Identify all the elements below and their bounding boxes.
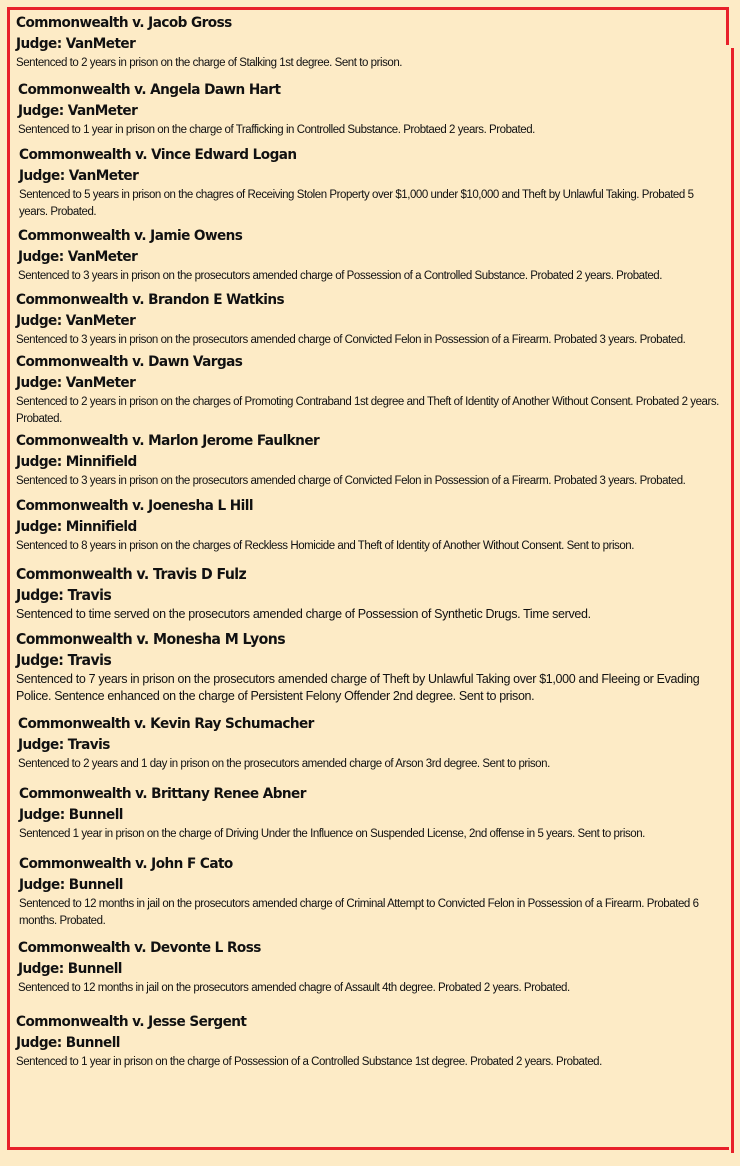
case-entry bbox=[18, 714, 722, 773]
case-sentence: Sentenced to 3 years in prison on the prosecutors amended charge of Convicted Felon in Possession of a Firearm. Probated 3 years. Probated. bbox=[16, 333, 686, 346]
case-title: Commonwealth v. Devonte L Ross bbox=[18, 940, 261, 956]
case-judge: Judge: Travis bbox=[16, 586, 112, 604]
case-title: Commonwealth v. Travis D Fulz bbox=[16, 565, 247, 583]
case-sentence: Sentenced to 3 years in prison on the prosecutors amended charge of Convicted Felon in Possession of a Firearm. Probated 3 years. Probated. bbox=[16, 475, 686, 487]
case-judge: Judge: Bunnell bbox=[19, 877, 123, 893]
case-entry bbox=[18, 938, 722, 997]
case-judge: Judge: VanMeter bbox=[19, 168, 139, 184]
case-entry bbox=[19, 854, 722, 929]
case-judge: Judge: Minnifield bbox=[16, 518, 137, 535]
case-title: Commonwealth v. Marlon Jerome Faulkner bbox=[16, 433, 320, 449]
case-entry bbox=[16, 290, 722, 349]
case-entry bbox=[16, 1012, 722, 1071]
case-sentence: Sentenced to 5 years in prison on the chagres of Receiving Stolen Property over $1,000 under $10,000 and Theft by Unlawful Taking. Probated 5 years. Probated. bbox=[19, 189, 694, 218]
case-sentence: Sentenced to 7 years in prison on the prosecutors amended charge of Theft by Unlawful Taking over $1,000 and Fleeing or Evading Police. Sentence enhanced on the charge of Persistent Felony Offender 2nd degree. Sent to prison. bbox=[16, 672, 700, 703]
border-frame-right bbox=[731, 48, 734, 1153]
case-list bbox=[16, 13, 722, 1070]
case-title: Commonwealth v. Jamie Owens bbox=[18, 228, 243, 244]
case-sentence: Sentenced to 2 years and 1 day in prison on the prosecutors amended charge of Arson 3rd degree. Sent to prison. bbox=[18, 758, 550, 770]
case-title: Commonwealth v. Brandon E Watkins bbox=[16, 291, 285, 308]
case-sentence: Sentenced to 12 months in jail on the prosecutors amended chagre of Assault 4th degree. Probated 2 years. Probated. bbox=[18, 982, 570, 994]
case-entry bbox=[18, 80, 722, 139]
case-judge: Judge: VanMeter bbox=[16, 375, 136, 391]
case-entry bbox=[16, 13, 722, 72]
case-entry bbox=[16, 352, 722, 427]
case-title: Commonwealth v. Jesse Sergent bbox=[16, 1013, 247, 1030]
case-entry bbox=[19, 784, 722, 843]
case-sentence: Sentenced to 2 years in prison on the charge of Stalking 1st degree. Sent to prison. bbox=[16, 57, 403, 69]
case-sentence: Sentenced to time served on the prosecutors amended charge of Possession of Synthetic Drugs. Time served. bbox=[16, 607, 591, 621]
case-entry bbox=[16, 629, 722, 705]
case-sentence: Sentenced to 1 year in prison on the charge of Trafficking in Controlled Substance. Probtaed 2 years. Probated. bbox=[18, 123, 535, 136]
case-title: Commonwealth v. Dawn Vargas bbox=[16, 354, 243, 370]
case-sentence: Sentenced to 1 year in prison on the charge of Possession of a Controlled Substance 1st degree. Probated 2 years. Probated. bbox=[16, 1055, 602, 1068]
case-entry bbox=[19, 145, 722, 220]
case-judge: Judge: Bunnell bbox=[16, 1034, 120, 1051]
case-judge: Judge: VanMeter bbox=[18, 102, 138, 119]
case-entry bbox=[16, 564, 722, 623]
case-title: Commonwealth v. John F Cato bbox=[19, 856, 233, 872]
case-sentence: Sentenced to 8 years in prison on the charges of Reckless Homicide and Theft of Identity of Another Without Consent. Sent to prison. bbox=[16, 539, 634, 552]
case-sentence: Sentenced 1 year in prison on the charge of Driving Under the Influence on Suspended License, 2nd offense in 5 years. Sent to prison. bbox=[19, 827, 645, 840]
case-title: Commonwealth v. Vince Edward Logan bbox=[19, 147, 297, 163]
case-entry bbox=[16, 431, 722, 490]
case-title: Commonwealth v. Angela Dawn Hart bbox=[18, 81, 281, 98]
case-judge: Judge: VanMeter bbox=[16, 312, 136, 329]
case-title: Commonwealth v. Jacob Gross bbox=[16, 15, 232, 31]
case-title: Commonwealth v. Brittany Renee Abner bbox=[19, 785, 306, 802]
case-entry bbox=[18, 226, 722, 285]
case-judge: Judge: VanMeter bbox=[16, 36, 136, 52]
case-sentence: Sentenced to 12 months in jail on the prosecutors amended charge of Criminal Attempt to Convicted Felon in Possession of a Firearm. Probated 6 months. Probated. bbox=[19, 898, 699, 927]
case-sentence: Sentenced to 3 years in prison on the prosecutors amended charge of Possession of a Controlled Substance. Probated 2 years. Probated. bbox=[18, 270, 662, 282]
case-judge: Judge: Travis bbox=[16, 651, 112, 669]
case-judge: Judge: Travis bbox=[18, 737, 110, 753]
case-judge: Judge: Minnifield bbox=[16, 454, 137, 470]
case-entry bbox=[16, 496, 722, 555]
case-title: Commonwealth v. Monesha M Lyons bbox=[16, 630, 286, 648]
case-title: Commonwealth v. Joenesha L Hill bbox=[16, 497, 253, 514]
case-sentence: Sentenced to 2 years in prison on the charges of Promoting Contraband 1st degree and Theft of Identity of Another Without Consent. Probated 2 years. Probated. bbox=[16, 396, 719, 425]
case-judge: Judge: VanMeter bbox=[18, 249, 138, 265]
case-judge: Judge: Bunnell bbox=[18, 961, 122, 977]
case-title: Commonwealth v. Kevin Ray Schumacher bbox=[18, 716, 314, 732]
case-judge: Judge: Bunnell bbox=[19, 806, 123, 823]
border-frame-right-top bbox=[726, 7, 729, 45]
